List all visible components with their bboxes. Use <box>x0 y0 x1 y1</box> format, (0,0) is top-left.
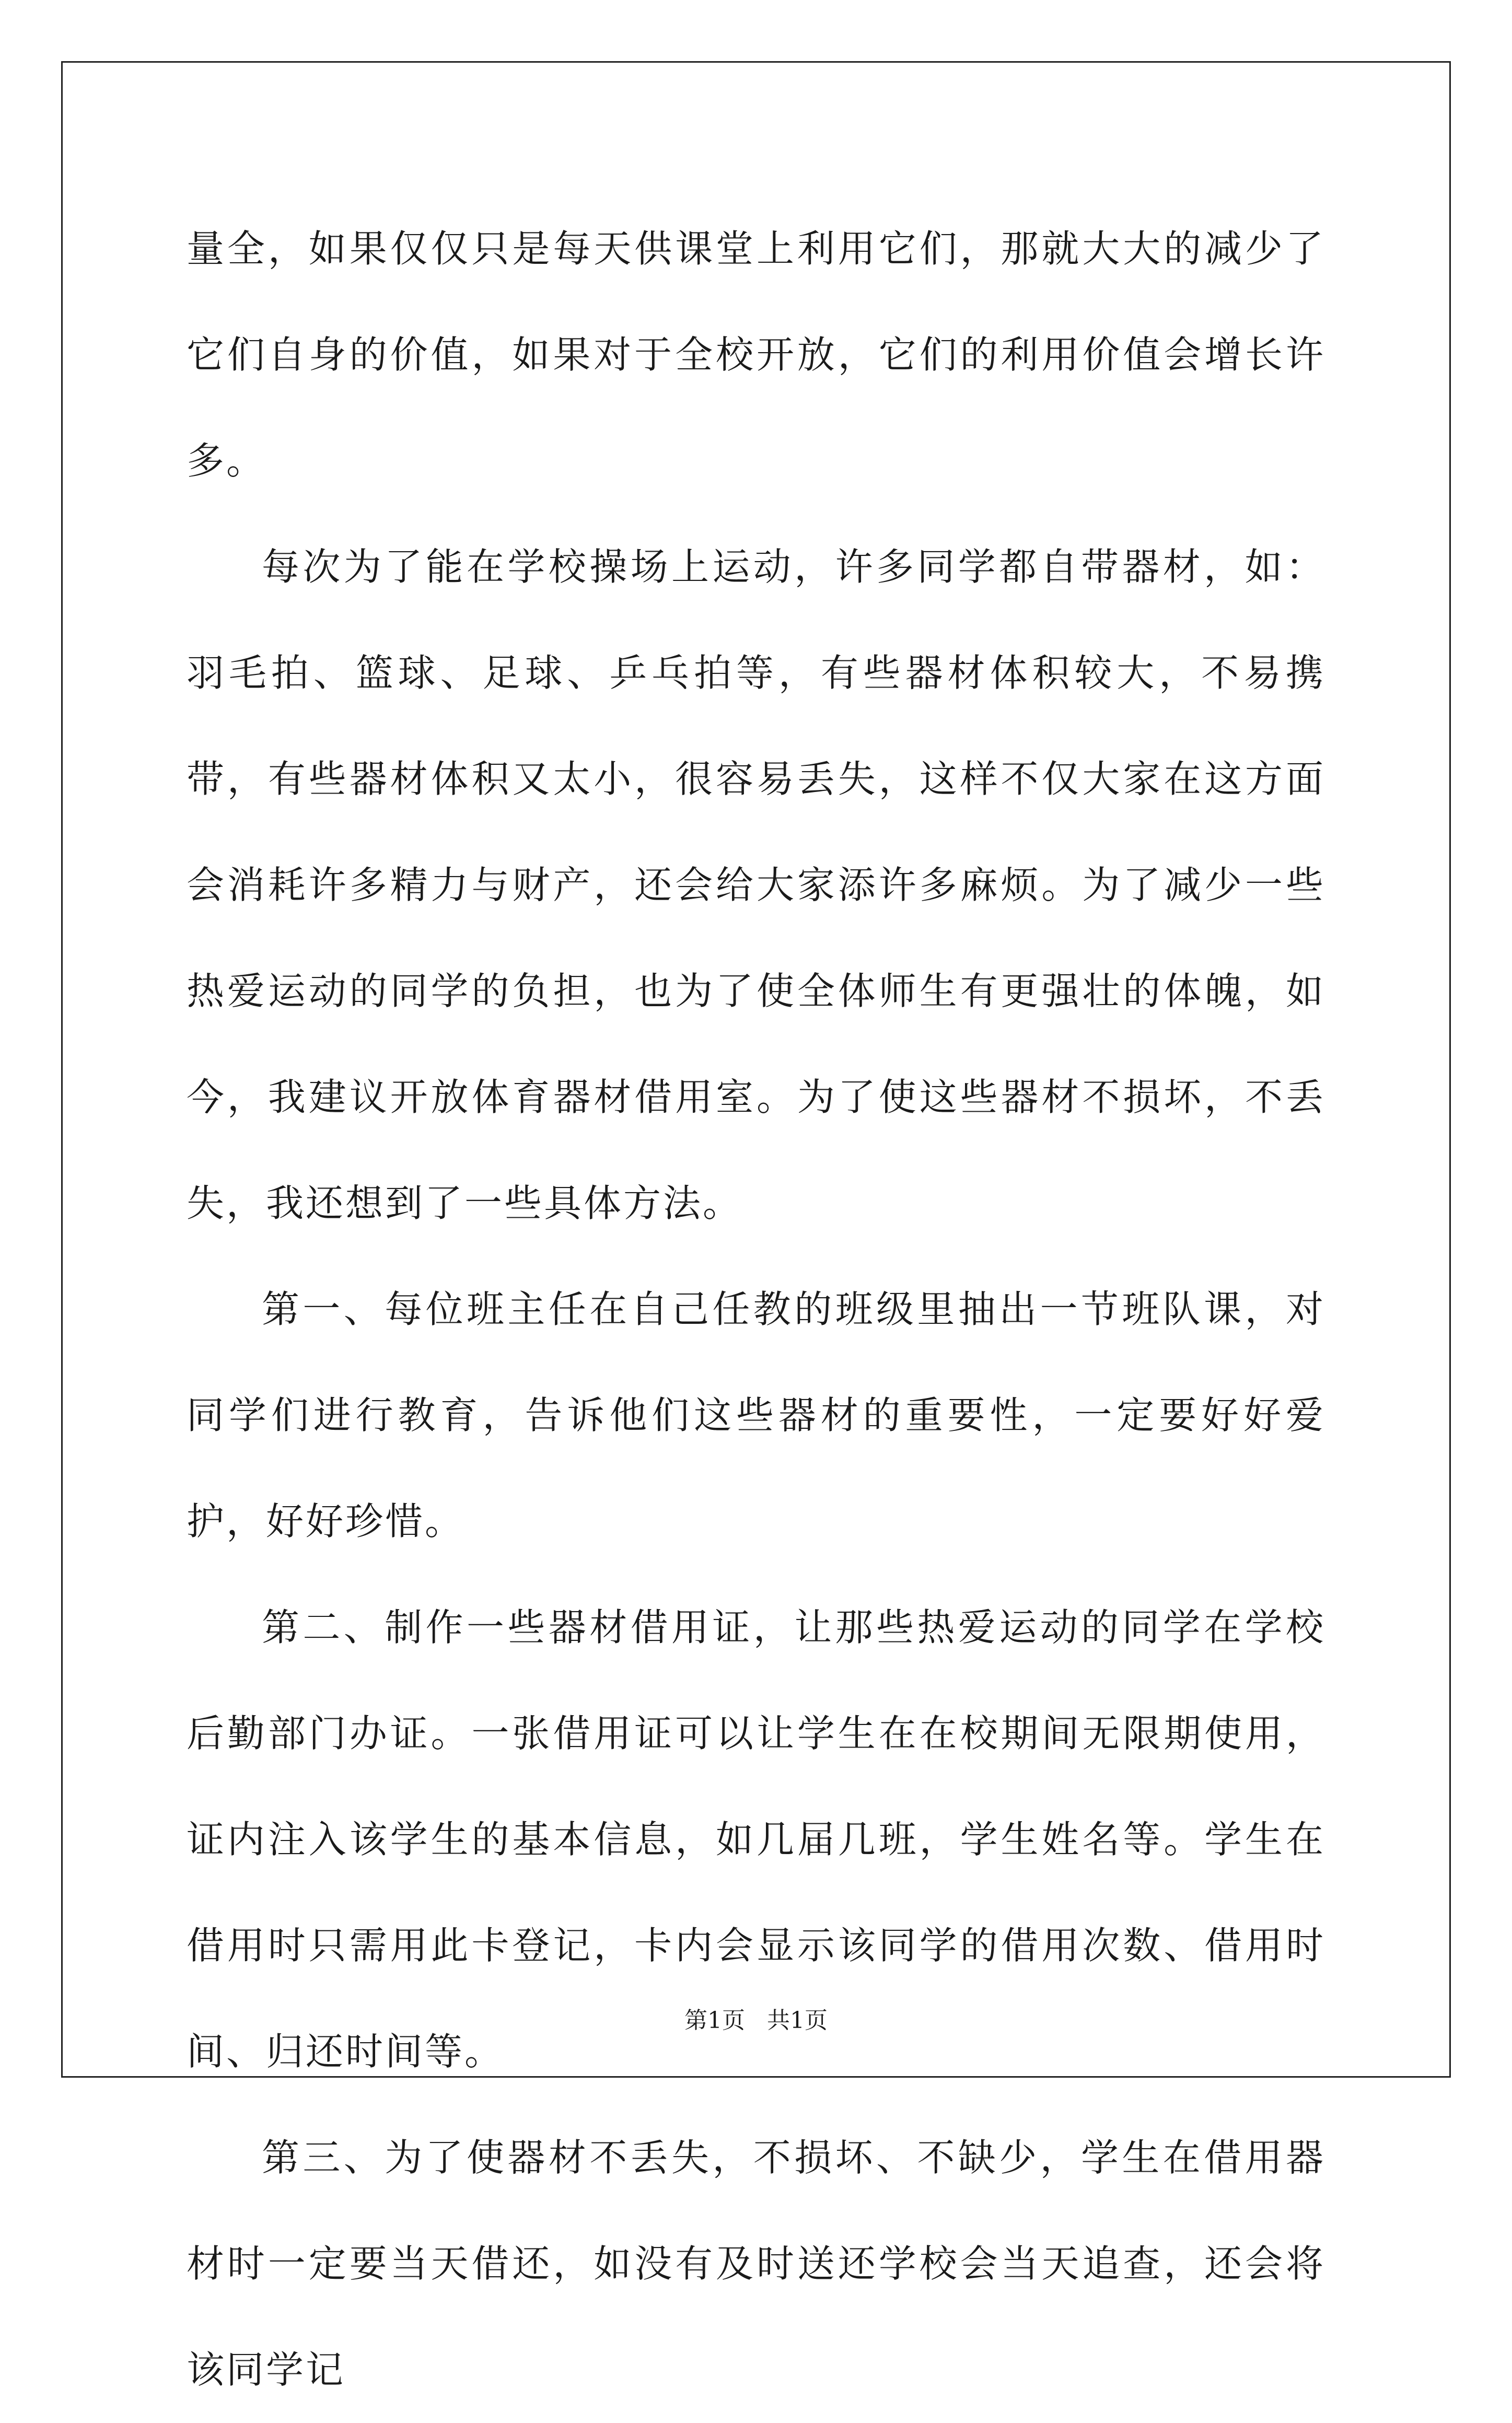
paragraph-3: 第一、每位班主任在自己任教的班级里抽出一节班队课，对同学们进行教育，告诉他们这些器材的重要性，一定要好好爱护，好好珍惜。 <box>187 1287 1325 1543</box>
page-footer <box>0 2005 1512 2036</box>
paragraph-5: 第三、为了使器材不丢失，不损坏、不缺少，学生在借用器材时一定要当天借还，如没有及时送还学校会当天追查，还会将该同学记 <box>187 2136 1325 2392</box>
document-body <box>187 196 1325 2423</box>
paragraph-2: 每次为了能在学校操场上运动，许多同学都自带器材，如：羽毛拍、篮球、足球、乒乓拍等，有些器材体积较大，不易携带，有些器材体积又太小，很容易丢失，这样不仅大家在这方面会消耗许多精力与财产，还会给大家添许多麻烦。为了减少一些热爱运动的同学的负担，也为了使全体师生有更强壮的体魄，如今，我建议开放体育器材借用室。为了使这些器材不损坏，不丢失，我还想到了一些具体方法。 <box>187 545 1325 1225</box>
paragraph-1: 量全，如果仅仅只是每天供课堂上利用它们，那就大大的减少了它们自身的价值，如果对于全校开放，它们的利用价值会增长许多。 <box>187 227 1325 483</box>
paragraph-4: 第二、制作一些器材借用证，让那些热爱运动的同学在学校后勤部门办证。一张借用证可以让学生在在校期间无限期使用，证内注入该学生的基本信息，如几届几班，学生姓名等。学生在借用时只需用此卡登记，卡内会显示该同学的借用次数、借用时间、归还时间等。 <box>187 1605 1325 2073</box>
page-number-label: 第1页 共1页 <box>684 2007 828 2034</box>
